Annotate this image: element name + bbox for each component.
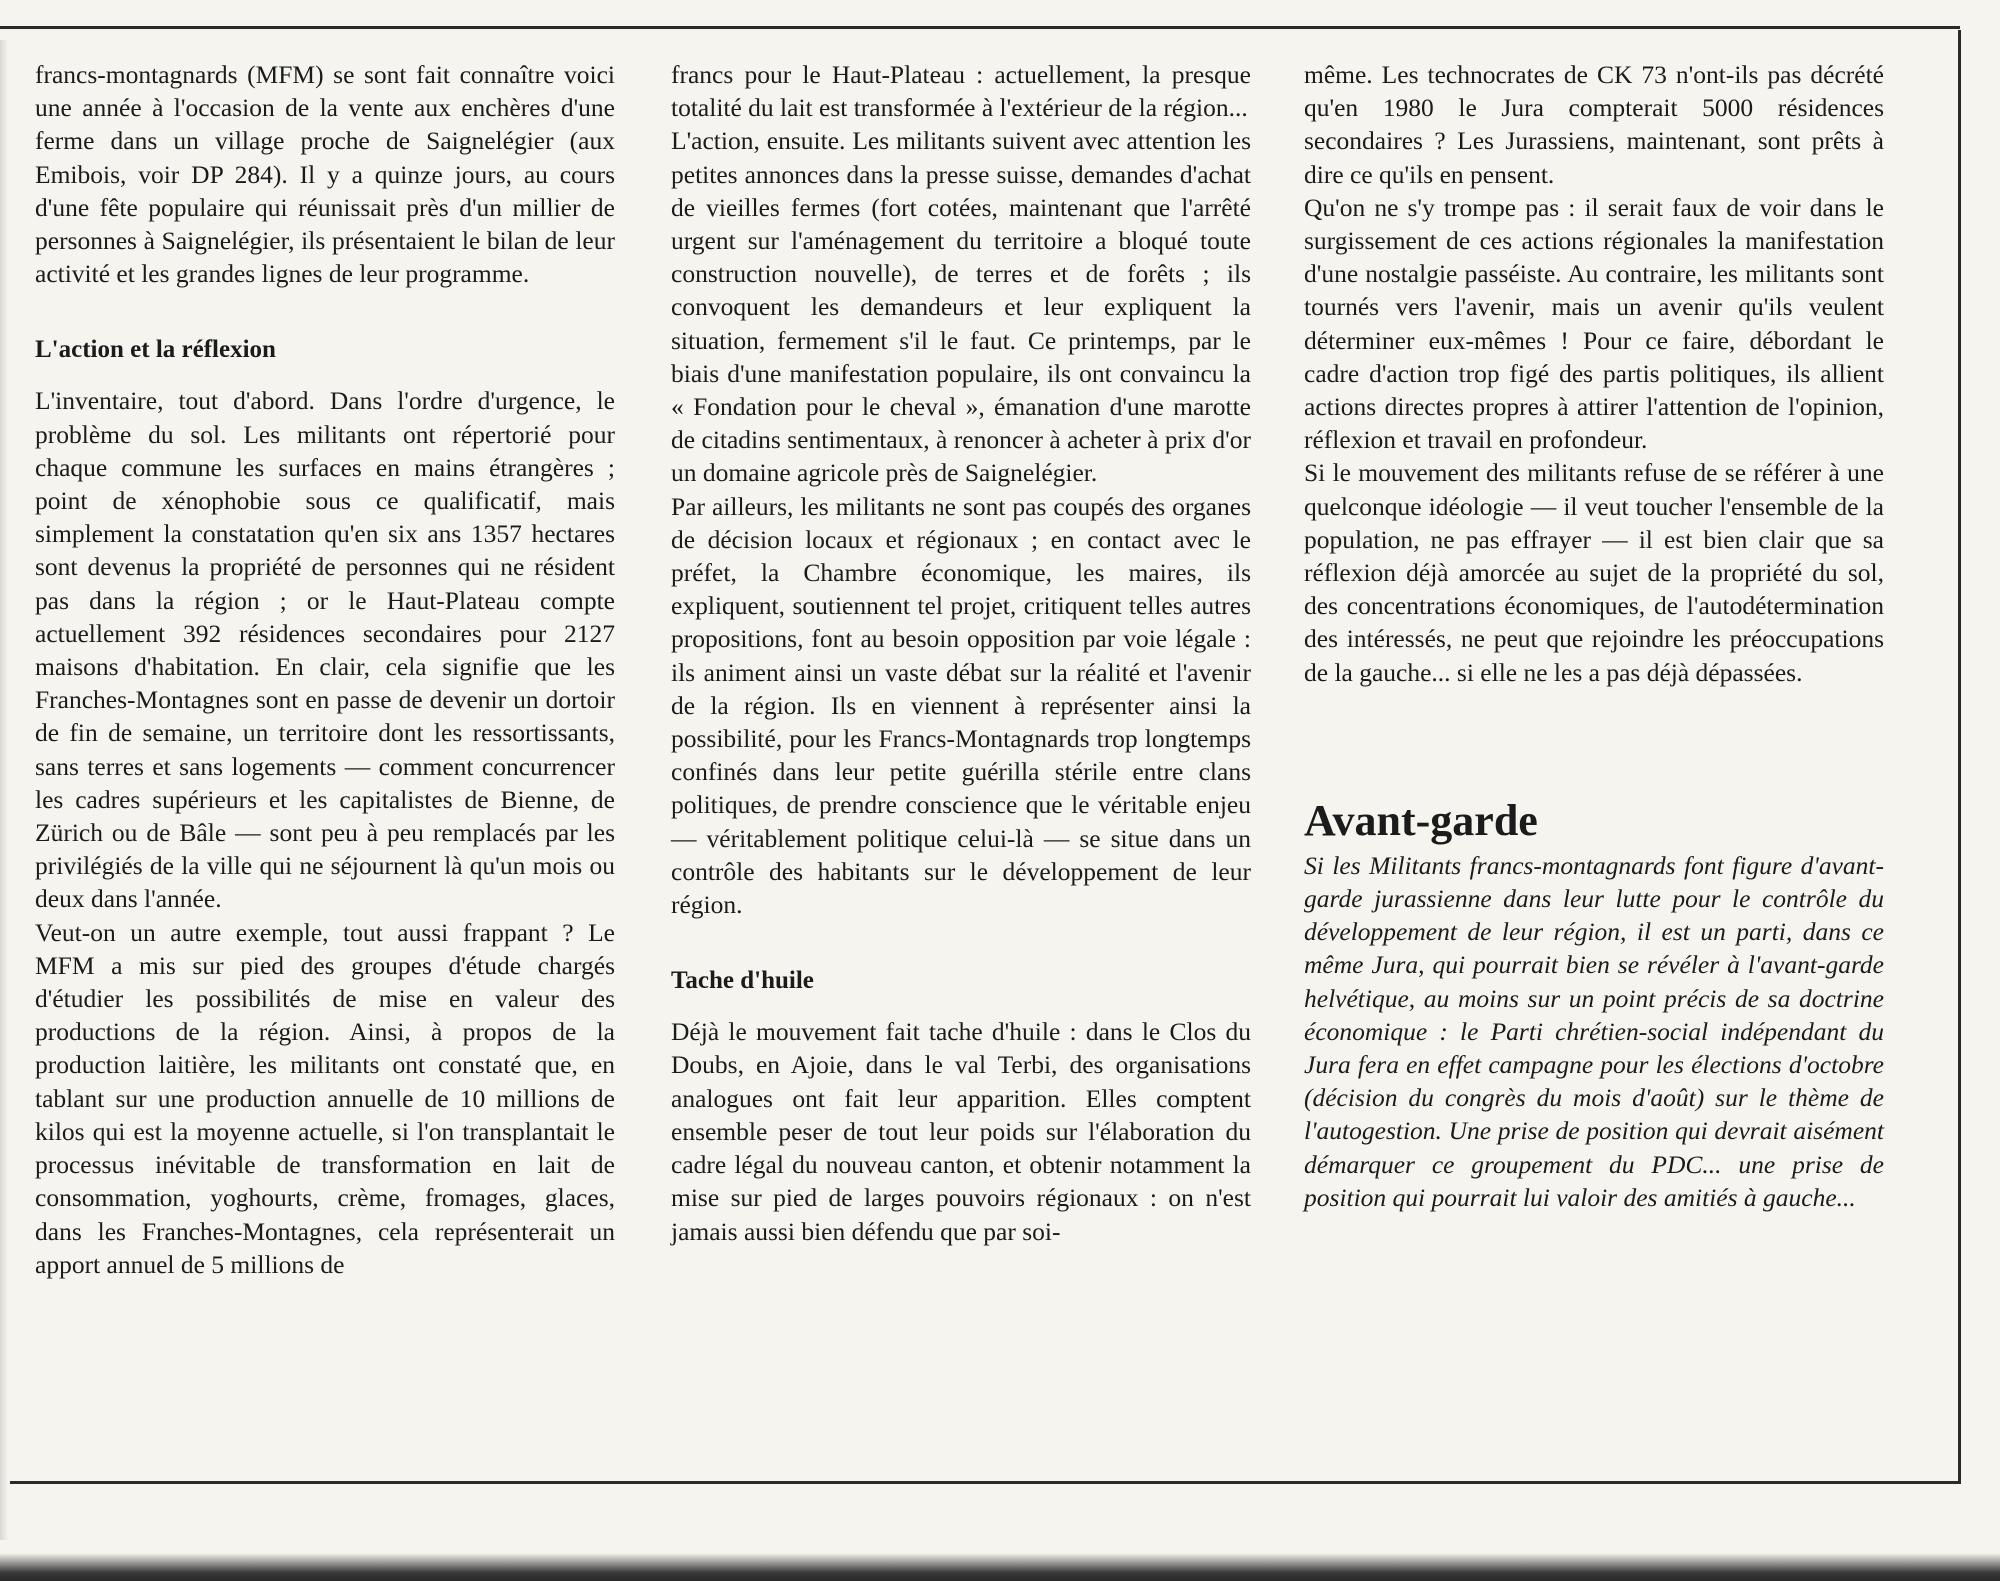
sidebar-box-text: Si les Militants francs-montagnards font figure d'avant-garde jurassienne dans leur lutte pour le contrôle du développement de leur région, il est un parti, dans ce même Jura, qui pourrait bien se révéler à l'avant-garde helvétique, au moins sur un point précis de sa doctrine économique : le Parti chrétien-social indépendant du Jura fera en effet campagne pour les élections d'octobre (décision du congrès du mois d'août) sur le thème de l'autogestion. Une prise de position qui devrait aisément démarquer ce groupement du PDC... une prise de position qui pourrait lui valoir des amitiés à gauche... — [1304, 850, 1884, 1212]
page-bottom-edge — [0, 1553, 2000, 1581]
sidebar-box-title: Avant-garde — [1304, 795, 1538, 845]
paragraph: Qu'on ne s'y trompe pas : il serait faux de voir dans le surgissement de ces actions régionales la manifestation d'une nostalgie passéiste. Au contraire, les militants sont tournés vers l'avenir, mais un avenir qu'ils veulent déterminer eux-mêmes ! Pour ce faire, débordant le cadre d'action trop figé des partis politiques, ils allient actions directes propres à attirer l'attention de l'opinion, réflexion et travail en profondeur. — [1304, 192, 1884, 455]
section-heading: L'action et la réflexion — [35, 336, 276, 364]
column-2 — [671, 58, 1251, 1248]
paragraph: Par ailleurs, les militants ne sont pas coupés des organes de décision locaux et régionaux ; en contact avec le préfet, la Chambre économique, les maires, ils expliquent, soutiennent tel projet, critiquent telles autres propositions, font au besoin opposition par voie légale : ils animent ainsi un vaste débat sur la réalité et l'avenir de la région. Ils en viennent à représenter ainsi la possibilité, pour les Francs-Montagnards trop longtemps confinés dans leur petite guérilla stérile entre clans politiques, de prendre conscience que le véritable enjeu — véritablement politique celui-là — se situe dans un contrôle des habitants sur le développement de leur région. — [671, 491, 1251, 920]
paragraph: L'inventaire, tout d'abord. Dans l'ordre d'urgence, le problème du sol. Les militants ont répertorié pour chaque commune les surfaces en mains étrangères ; point de xénophobie sous ce qualificatif, mais simplement la constatation qu'en six ans 1357 hectares sont devenus la propriété de personnes qui ne résident pas dans la région ; or le Haut-Plateau compte actuellement 392 résidences secondaires pour 2127 maisons d'habitation. En clair, cela signifie que les Franches-Montagnes sont en passe de devenir un dortoir de fin de semaine, un territoire dont les ressortissants, sans terres et sans logements — comment concurrencer les cadres supérieurs et les capitalistes de Bienne, de Zürich ou de Bâle — sont peu à peu remplacés par les privilégiés de la ville qui ne séjournent là qu'un mois ou deux dans l'année. — [35, 386, 615, 914]
paragraph: Déjà le mouvement fait tache d'huile : dans le Clos du Doubs, en Ajoie, dans le val Terbi, des organisations analogues ont fait leur apparition. Elles comptent ensemble peser de tout leur poids sur l'élaboration du cadre légal du nouveau canton, et obtenir notamment la mise sur pied de larges pouvoirs régionaux : on n'est jamais aussi bien défendu que par soi- — [671, 1017, 1251, 1246]
paragraph: Si le mouvement des militants refuse de se référer à une quelconque idéologie — il veut toucher l'ensemble de la population, ne pas effrayer — il est bien clair que sa réflexion déjà amorcée au sujet de la propriété du sol, des concentrations économiques, de l'autodétermination des intéressés, ne peut que rejoindre les préoccupations de la gauche... si elle ne les a pas déjà dépassées. — [1304, 458, 1884, 687]
column-3 — [1304, 58, 1884, 1214]
paragraph: francs-montagnards (MFM) se sont fait connaître voici une année à l'occasion de la vente aux enchères d'une ferme dans un village proche de Saignelégier (aux Emibois, voir DP 284). Il y a quinze jours, au cours d'une fête populaire qui réunissait près d'un millier de personnes à Saignelégier, ils présentaient le bilan de leur activité et les grandes lignes de leur programme. — [35, 60, 615, 289]
column-1 — [35, 58, 615, 1281]
paragraph: francs pour le Haut-Plateau : actuellement, la presque totalité du lait est transformée à l'extérieur de la région... — [671, 60, 1251, 123]
paragraph: Veut-on un autre exemple, tout aussi frappant ? Le MFM a mis sur pied des groupes d'étude chargés d'étudier les possibilités de mise en valeur des productions de la région. Ainsi, à propos de la production laitière, les militants ont constaté que, en tablant sur une production annuelle de 10 millions de kilos qui est la moyenne actuelle, si l'on transplantait le processus inévitable de transformation en lait de consommation, yoghourts, crème, fromages, glaces, dans les Franches-Montagnes, cela représenterait un apport annuel de 5 millions de — [35, 917, 615, 1279]
section-heading: Tache d'huile — [671, 967, 814, 995]
page-edge-shadow — [0, 40, 8, 1540]
paragraph: même. Les technocrates de CK 73 n'ont-ils pas décrété qu'en 1980 le Jura compterait 5000 résidences secondaires ? Les Jurassiens, maintenant, sont prêts à dire ce qu'ils en pensent. — [1304, 60, 1884, 189]
top-rule — [0, 0, 2000, 28]
paragraph: L'action, ensuite. Les militants suivent avec attention les petites annonces dans la presse suisse, demandes d'achat de vieilles fermes (fort cotées, maintenant que l'arrêté urgent sur l'aménagement du territoire a bloqué toute construction nouvelle), de terres et de forêts ; ils convoquent les demandeurs et leur expliquent la situation, fermement s'il le faut. Ce printemps, par le biais d'une manifestation populaire, ils ont convaincu la « Fondation pour le cheval », émanation d'une marotte de citadins sentimentaux, à renoncer à acheter à prix d'or un domaine agricole près de Saignelégier. — [671, 126, 1251, 488]
